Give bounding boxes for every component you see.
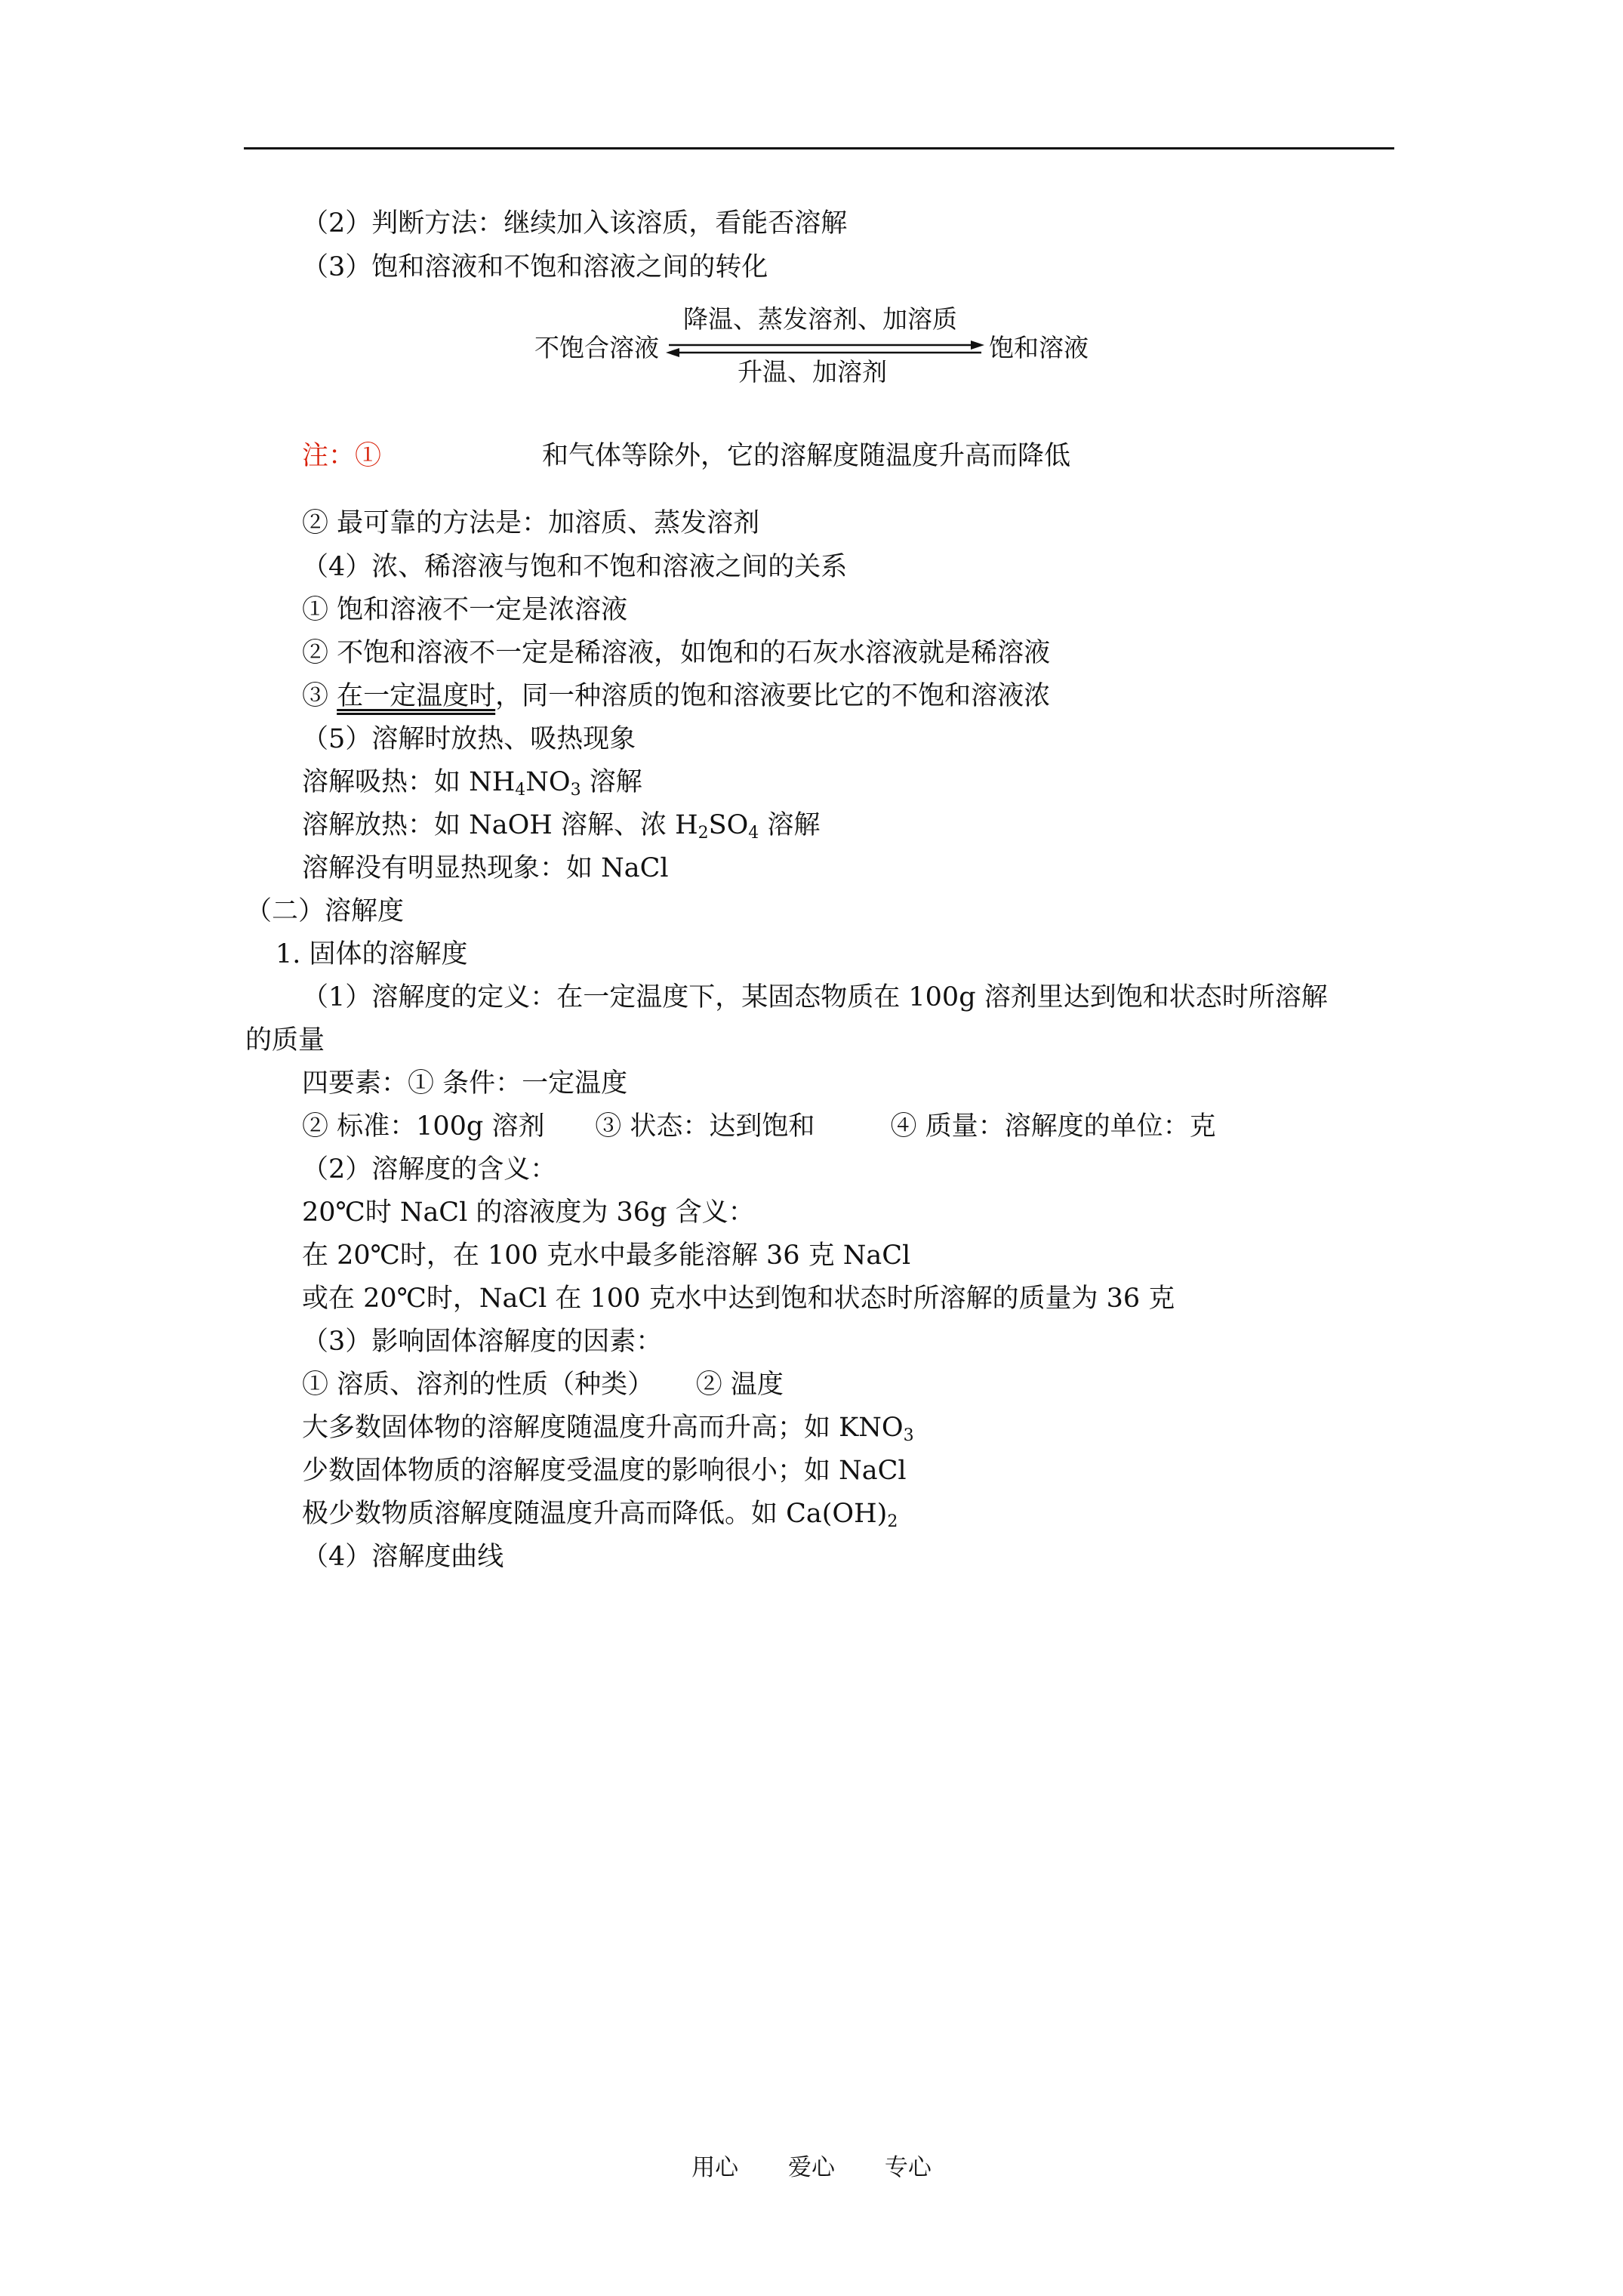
text-line: （3）饱和溶液和不饱和溶液之间的转化 [302,252,768,282]
text-line: （2）溶解度的含义： [302,1154,557,1185]
subsection-heading: 1. 固体的溶解度 [276,939,468,969]
note-text: 和气体等除外，它的溶解度随温度升高而降低 [542,441,1071,471]
subscript: 3 [570,781,581,800]
header-rule [244,147,1394,149]
text-line [302,1496,898,1532]
text-part: 溶解放热：如 NaOH 溶解、浓 H [302,810,698,840]
conversion-diagram [528,298,1102,396]
text-line: （3）影响固体溶解度的因素： [302,1327,663,1357]
text-line [302,1410,914,1446]
diagram-top-label: 降温、蒸发溶剂、加溶质 [683,304,957,334]
text-line: ② 不饱和溶液不一定是稀溶液，如饱和的石灰水溶液就是稀溶液 [302,638,1051,668]
text-line: 的质量 [245,1025,325,1056]
underlined-phrase: 在一定温度时 [337,681,496,711]
text-line: （1）溶解度的定义：在一定温度下，某固态物质在 100g 溶剂里达到饱和状态时所溶解 [302,982,1328,1012]
text-line: 溶解没有明显热现象：如 NaCl [302,853,669,883]
text-part: 大多数固体物的溶解度随温度升高而升高；如 KNO [302,1413,904,1443]
text-part: 溶解 [759,810,821,840]
text-line: 四要素：① 条件：一定温度 [302,1068,628,1099]
footer-item: 爱心 [788,2154,835,2181]
diagram-right-label: 饱和溶液 [989,333,1089,362]
text-line: 在 20℃时，在 100 克水中最多能溶解 36 克 NaCl [302,1240,911,1271]
text-line [302,807,820,843]
subscript: 2 [698,824,709,843]
text-prefix: ③ [302,681,337,711]
diagram-bottom-label: 升温、加溶剂 [738,357,887,387]
text-line: ② 标准：100g 溶剂 ③ 状态：达到饱和 ④ 质量：溶解度的单位：克 [302,1111,1216,1142]
diagram-left-label: 不饱合溶液 [534,333,659,362]
text-line: 20℃时 NaCl 的溶液度为 36g 含义： [302,1197,755,1228]
text-line: （4）浓、稀溶液与饱和不饱和溶液之间的关系 [302,552,848,582]
text-part: SO [708,810,749,840]
subscript: 2 [887,1512,898,1531]
text-line [302,678,1050,714]
note-line [302,438,381,474]
text-rest: ，同一种溶质的饱和溶液要比它的不饱和溶液浓 [495,681,1051,711]
text-line: ① 溶质、溶剂的性质（种类） ② 温度 [302,1370,784,1400]
text-part: 极少数物质溶解度随温度升高而降低。如 Ca(OH) [302,1499,888,1529]
text-line: ② 最可靠的方法是：加溶质、蒸发溶剂 [302,508,760,538]
section-heading: （二）溶解度 [245,896,405,926]
text-part: 溶解 [581,767,642,797]
text-line: 少数固体物质的溶解度受温度的影响很小；如 NaCl [302,1456,907,1486]
subscript: 4 [748,824,759,843]
footer-item: 用心 [691,2154,739,2181]
text-line: （2）判断方法：继续加入该溶质，看能否溶解 [302,208,848,239]
text-line: 或在 20℃时，NaCl 在 100 克水中达到饱和状态时所溶解的质量为 36 克 [302,1284,1175,1314]
subscript: 3 [903,1426,914,1445]
subscript: 4 [515,781,526,800]
text-line: （5）溶解时放热、吸热现象 [302,724,636,754]
text-part: 溶解吸热：如 NH [302,767,516,797]
footer-item: 专心 [884,2154,932,2181]
text-line [302,764,642,800]
text-line: （4）溶解度曲线 [302,1542,504,1572]
page-footer [0,2148,1623,2182]
text-line: ① 饱和溶液不一定是浓溶液 [302,595,628,625]
text-part: NO [525,767,571,797]
note-label: 注：① [302,441,382,471]
